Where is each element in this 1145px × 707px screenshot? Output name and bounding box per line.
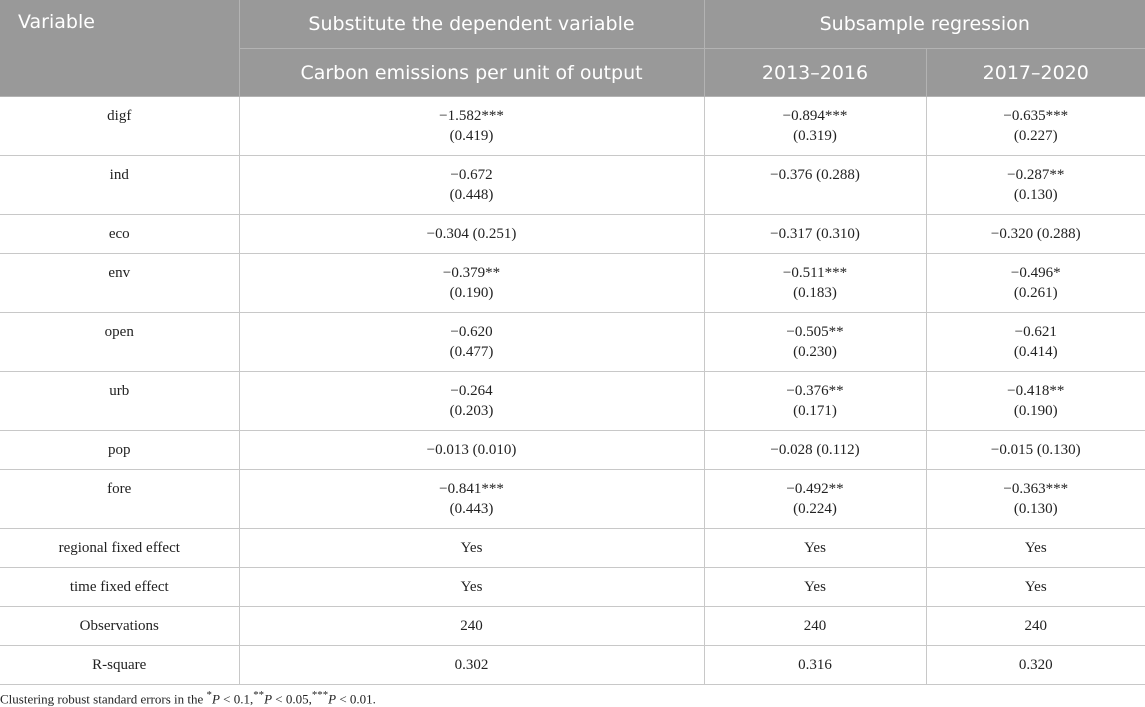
coefficient-value: −0.013 (0.010)	[240, 440, 704, 460]
row-variable-cell	[0, 568, 239, 607]
row-variable-cell	[0, 431, 239, 470]
value-cell	[239, 607, 704, 646]
coefficient-value: −0.418**	[927, 381, 1145, 401]
row-variable-label: regional fixed effect	[59, 540, 180, 556]
footnote-p2: P	[264, 691, 272, 706]
value-cell	[239, 431, 704, 470]
row-variable-cell	[0, 646, 239, 685]
value-cell	[926, 607, 1145, 646]
standard-error-value: (0.448)	[240, 185, 704, 205]
value-cell	[704, 529, 926, 568]
coefficient-value: Yes	[240, 577, 704, 597]
coefficient-value: −0.635***	[927, 106, 1145, 126]
coefficient-value: −0.287**	[927, 165, 1145, 185]
value-cell	[239, 313, 704, 372]
coefficient-value: −0.379**	[240, 263, 704, 283]
standard-error-value: (0.443)	[240, 499, 704, 519]
table-row	[0, 97, 1145, 156]
footnote-t1: < 0.1,	[220, 691, 253, 706]
coefficient-value: −0.505**	[705, 322, 926, 342]
value-cell	[239, 529, 704, 568]
header-subsample-regression: Subsample regression	[704, 0, 1145, 49]
coefficient-value: Yes	[705, 538, 926, 558]
table-row	[0, 431, 1145, 470]
value-cell	[239, 372, 704, 431]
row-variable-cell	[0, 313, 239, 372]
row-variable-cell	[0, 156, 239, 215]
value-cell	[926, 313, 1145, 372]
coefficient-value: −0.841***	[240, 479, 704, 499]
value-cell	[239, 97, 704, 156]
value-cell	[926, 529, 1145, 568]
coefficient-value: Yes	[927, 538, 1145, 558]
standard-error-value: (0.171)	[705, 401, 926, 421]
value-cell	[926, 470, 1145, 529]
footnote-prefix: Clustering robust standard errors in the	[0, 691, 207, 706]
value-cell	[239, 215, 704, 254]
standard-error-value: (0.227)	[927, 126, 1145, 146]
header-carbon-emissions: Carbon emissions per unit of output	[239, 49, 704, 97]
row-variable-label: time fixed effect	[70, 579, 169, 595]
table-row	[0, 372, 1145, 431]
row-variable-label: digf	[107, 108, 131, 124]
value-cell	[926, 97, 1145, 156]
coefficient-value: 240	[240, 616, 704, 636]
value-cell	[926, 156, 1145, 215]
standard-error-value: (0.130)	[927, 185, 1145, 205]
row-variable-label: urb	[109, 383, 129, 399]
row-variable-label: Observations	[80, 618, 159, 634]
value-cell	[926, 568, 1145, 607]
coefficient-value: 0.316	[705, 655, 926, 675]
row-variable-cell	[0, 372, 239, 431]
coefficient-value: 240	[927, 616, 1145, 636]
table-row	[0, 254, 1145, 313]
coefficient-value: −0.363***	[927, 479, 1145, 499]
coefficient-value: −0.511***	[705, 263, 926, 283]
footnote-t3: < 0.01.	[336, 691, 376, 706]
value-cell	[926, 215, 1145, 254]
value-cell	[926, 431, 1145, 470]
value-cell	[704, 156, 926, 215]
row-variable-label: R-square	[92, 657, 146, 673]
header-variable: Variable	[0, 0, 239, 97]
coefficient-value: −0.894***	[705, 106, 926, 126]
coefficient-value: −0.264	[240, 381, 704, 401]
standard-error-value: (0.414)	[927, 342, 1145, 362]
value-cell	[239, 568, 704, 607]
coefficient-value: −0.376**	[705, 381, 926, 401]
coefficient-value: −1.582***	[240, 106, 704, 126]
footnote-p3: P	[328, 691, 336, 706]
value-cell	[704, 97, 926, 156]
coefficient-value: −0.620	[240, 322, 704, 342]
standard-error-value: (0.477)	[240, 342, 704, 362]
footnote-t2: < 0.05,	[272, 691, 312, 706]
standard-error-value: (0.261)	[927, 283, 1145, 303]
coefficient-value: 0.302	[240, 655, 704, 675]
footnote-p1: P	[212, 691, 220, 706]
standard-error-value: (0.230)	[705, 342, 926, 362]
standard-error-value: (0.224)	[705, 499, 926, 519]
row-variable-label: open	[105, 324, 134, 340]
coefficient-value: −0.496*	[927, 263, 1145, 283]
coefficient-value: −0.492**	[705, 479, 926, 499]
coefficient-value: −0.376 (0.288)	[705, 165, 926, 185]
header-substitute-dependent: Substitute the dependent variable	[239, 0, 704, 49]
coefficient-value: −0.317 (0.310)	[705, 224, 926, 244]
table-row	[0, 607, 1145, 646]
table-row	[0, 156, 1145, 215]
standard-error-value: (0.190)	[240, 283, 704, 303]
coefficient-value: Yes	[240, 538, 704, 558]
value-cell	[239, 156, 704, 215]
row-variable-label: pop	[108, 442, 131, 458]
standard-error-value: (0.319)	[705, 126, 926, 146]
value-cell	[704, 646, 926, 685]
footnote-sig3: ***	[312, 689, 328, 701]
header-period-2013-2016: 2013–2016	[704, 49, 926, 97]
table-row	[0, 568, 1145, 607]
value-cell	[239, 470, 704, 529]
value-cell	[926, 646, 1145, 685]
coefficient-value: −0.672	[240, 165, 704, 185]
row-variable-cell	[0, 470, 239, 529]
table-row	[0, 215, 1145, 254]
coefficient-value: −0.621	[927, 322, 1145, 342]
standard-error-value: (0.203)	[240, 401, 704, 421]
coefficient-value: Yes	[705, 577, 926, 597]
table-row	[0, 313, 1145, 372]
value-cell	[704, 215, 926, 254]
value-cell	[926, 372, 1145, 431]
row-variable-cell	[0, 529, 239, 568]
coefficient-value: −0.028 (0.112)	[705, 440, 926, 460]
value-cell	[239, 254, 704, 313]
row-variable-label: env	[108, 265, 130, 281]
coefficient-value: 240	[705, 616, 926, 636]
row-variable-cell	[0, 215, 239, 254]
coefficient-value: Yes	[927, 577, 1145, 597]
table-row	[0, 529, 1145, 568]
standard-error-value: (0.190)	[927, 401, 1145, 421]
coefficient-value: −0.304 (0.251)	[240, 224, 704, 244]
standard-error-value: (0.419)	[240, 126, 704, 146]
row-variable-cell	[0, 254, 239, 313]
coefficient-value: 0.320	[927, 655, 1145, 675]
table-row	[0, 470, 1145, 529]
value-cell	[704, 568, 926, 607]
table-body	[0, 97, 1145, 685]
row-variable-label: eco	[109, 226, 130, 242]
footnote	[0, 689, 376, 707]
table-row	[0, 646, 1145, 685]
value-cell	[239, 646, 704, 685]
value-cell	[704, 470, 926, 529]
coefficient-value: −0.015 (0.130)	[927, 440, 1145, 460]
value-cell	[926, 254, 1145, 313]
value-cell	[704, 431, 926, 470]
coefficient-value: −0.320 (0.288)	[927, 224, 1145, 244]
header-period-2017-2020: 2017–2020	[926, 49, 1145, 97]
row-variable-cell	[0, 607, 239, 646]
table-header	[0, 0, 1145, 97]
value-cell	[704, 607, 926, 646]
row-variable-label: fore	[107, 481, 131, 497]
footnote-sig2: **	[253, 689, 264, 701]
row-variable-label: ind	[110, 167, 129, 183]
row-variable-cell	[0, 97, 239, 156]
standard-error-value: (0.130)	[927, 499, 1145, 519]
standard-error-value: (0.183)	[705, 283, 926, 303]
value-cell	[704, 372, 926, 431]
value-cell	[704, 254, 926, 313]
value-cell	[704, 313, 926, 372]
footnote-sig1: *	[207, 689, 212, 701]
